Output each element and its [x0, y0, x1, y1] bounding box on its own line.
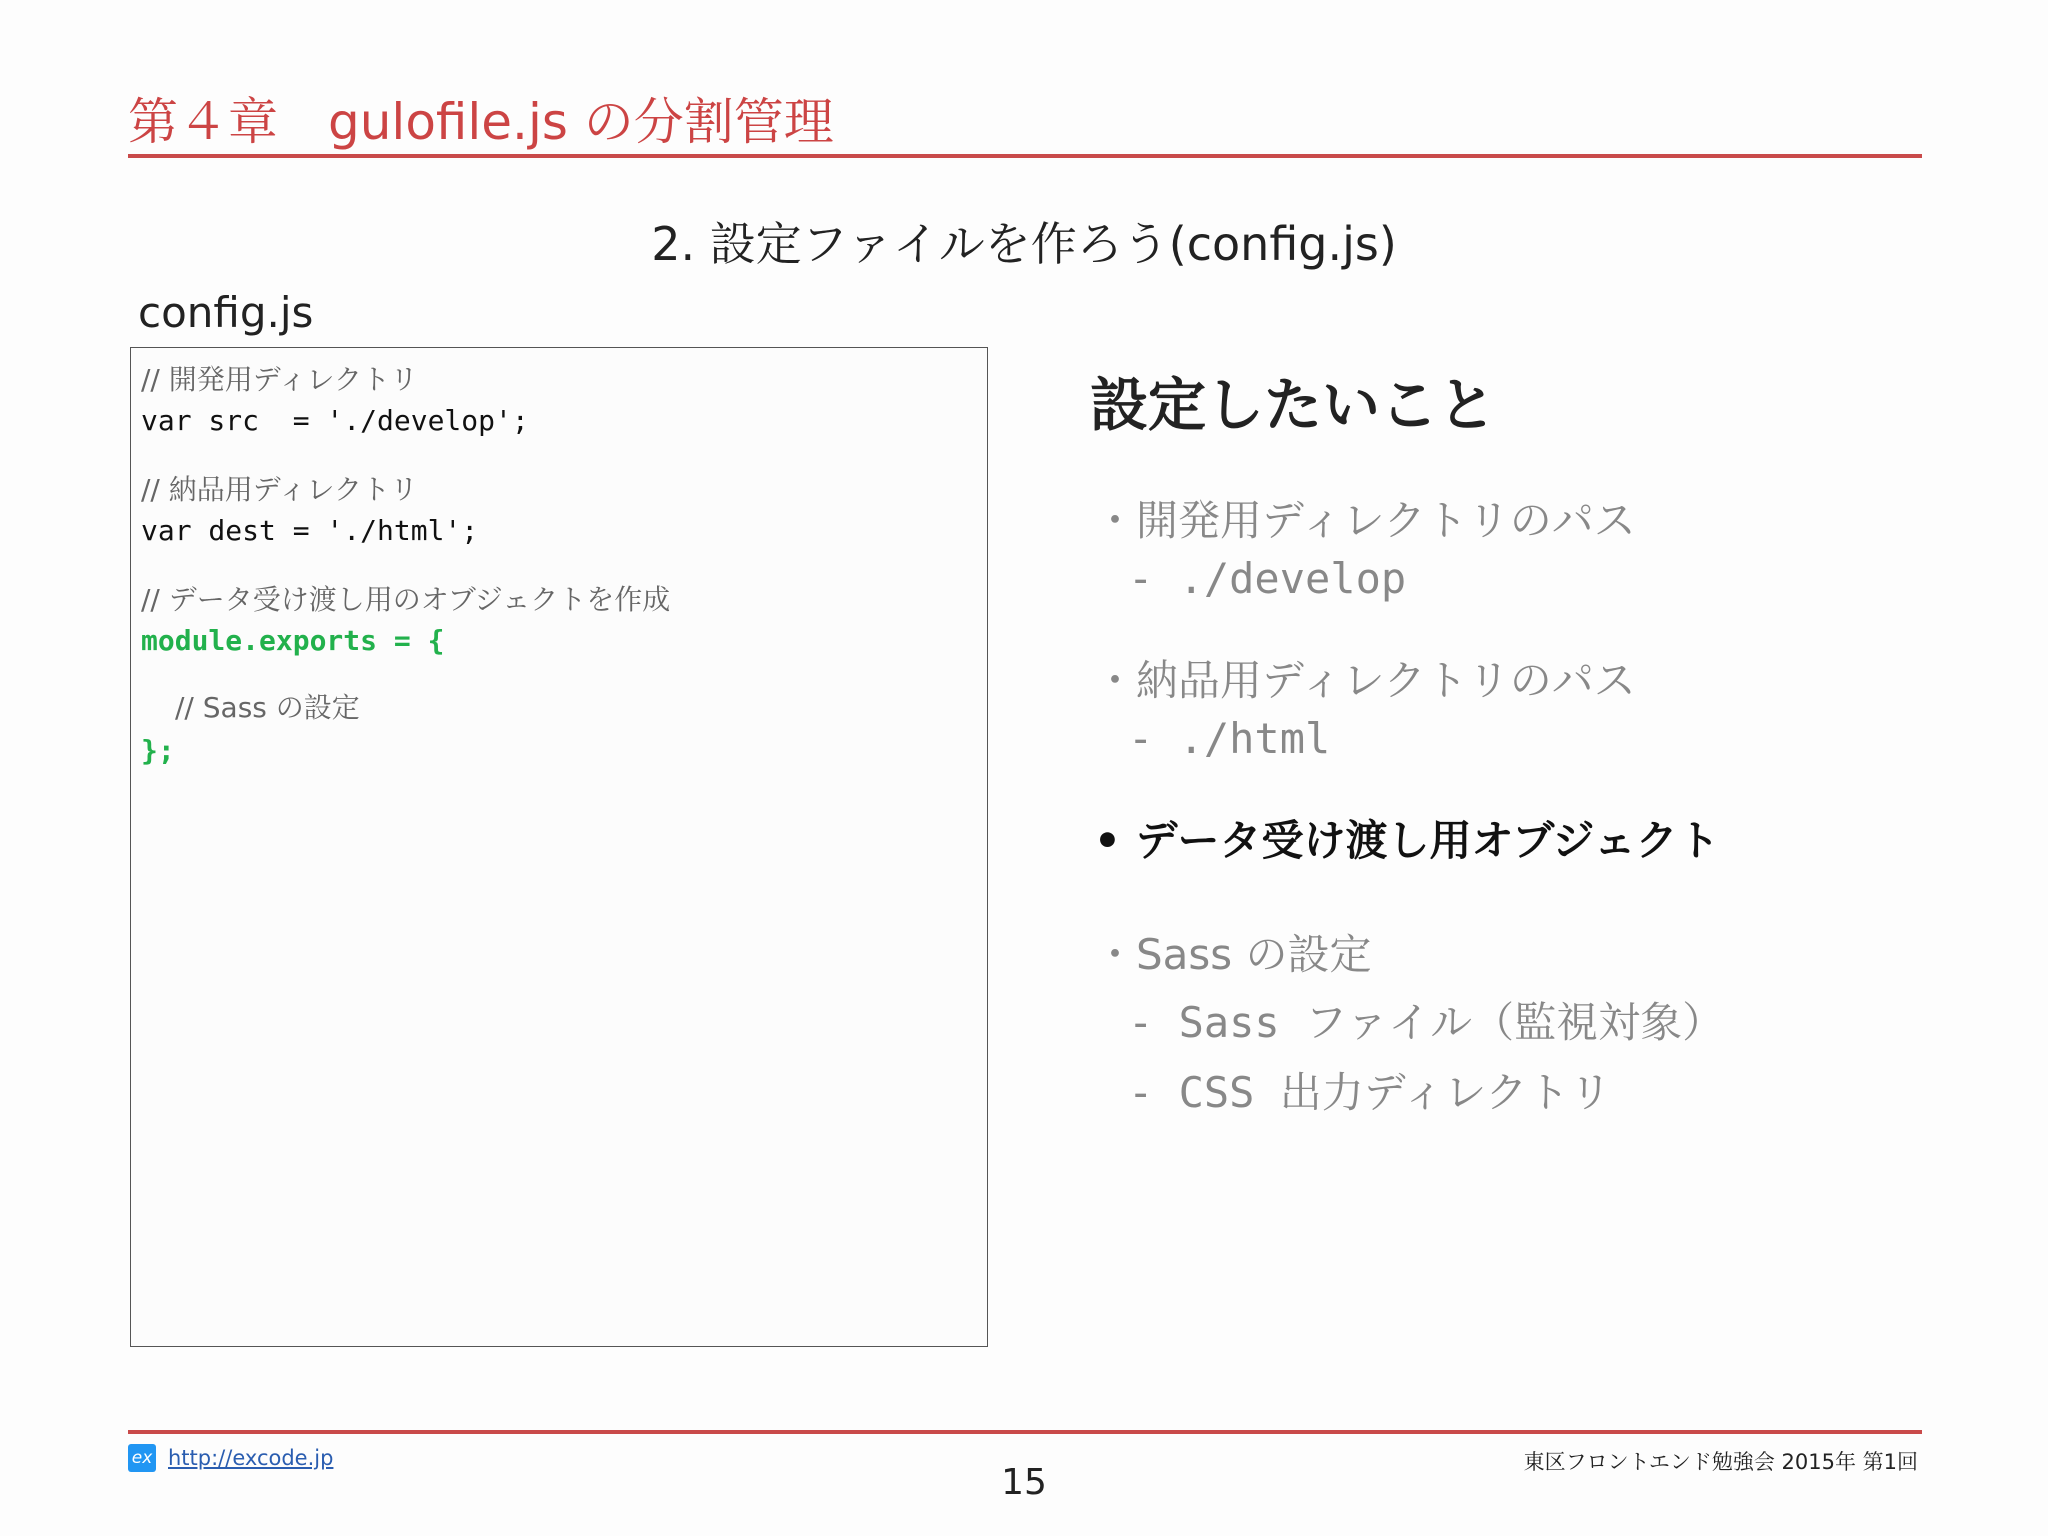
- code-comment-develop: // 開発用ディレクトリ: [141, 363, 418, 396]
- chapter-title: 第４章 gulofile.js の分割管理: [128, 93, 834, 151]
- sub-develop: - ./develop: [1128, 554, 1407, 603]
- footer-divider: [128, 1430, 1922, 1434]
- event-name: 東区フロントエンド勉強会 2015年 第1回: [1523, 1450, 1918, 1474]
- sub-html: - ./html: [1128, 714, 1331, 763]
- bullet-develop-path: ・開発用ディレクトリのパス: [1094, 496, 1636, 545]
- header-divider: [128, 154, 1922, 158]
- bullet-data-object: • データ受け渡し用オブジェクト: [1094, 816, 1720, 865]
- code-file-label: config.js: [138, 288, 314, 337]
- settings-heading: 設定したいこと: [1090, 371, 1497, 439]
- excode-logo-icon: ex: [128, 1444, 156, 1472]
- section-title: 2. 設定ファイルを作ろう(config.js): [651, 217, 1397, 271]
- sub-css-output: - CSS 出力ディレクトリ: [1128, 1068, 1612, 1117]
- sub-sass-files: - Sass ファイル（監視対象）: [1128, 998, 1725, 1047]
- bullet-sass-settings: ・Sass の設定: [1094, 930, 1372, 979]
- bullet-html-path: ・納品用ディレクトリのパス: [1094, 656, 1636, 705]
- code-line-src: var src = './develop';: [141, 404, 529, 437]
- page-number: 15: [1001, 1462, 1047, 1503]
- code-line-dest: var dest = './html';: [141, 514, 479, 547]
- code-panel: [130, 347, 988, 1347]
- code-comment-object: // データ受け渡し用のオブジェクトを作成: [141, 583, 671, 616]
- code-line-module-exports: module.exports = {: [141, 624, 445, 657]
- code-comment-sass: // Sass の設定: [175, 691, 360, 724]
- code-comment-dest: // 納品用ディレクトリ: [141, 473, 418, 506]
- code-line-close: };: [141, 734, 175, 767]
- footer-url[interactable]: http://excode.jp: [168, 1446, 334, 1470]
